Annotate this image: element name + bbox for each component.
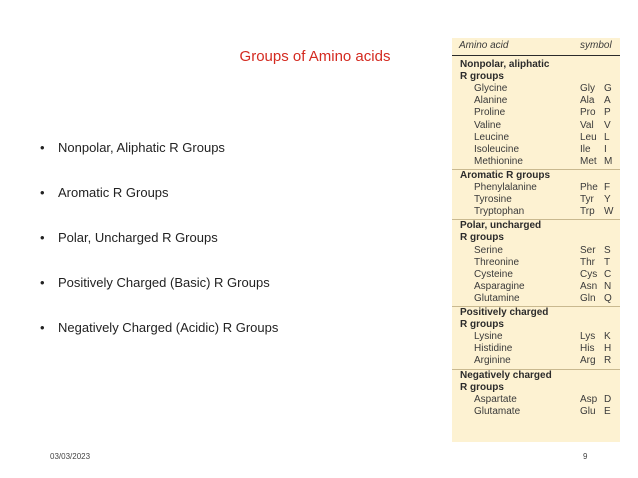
amino-acid-name: Leucine [474, 131, 510, 143]
bullet-marker: • [40, 185, 45, 200]
three-letter-code: Phe [580, 182, 598, 193]
bullet-text: Nonpolar, Aliphatic R Groups [58, 140, 225, 155]
amino-acid-name: Phenylalanine [474, 182, 537, 193]
group-title: Positively charged [460, 307, 549, 318]
bullet-item [40, 275, 270, 290]
one-letter-code: L [604, 131, 610, 143]
one-letter-code: W [604, 206, 614, 218]
three-letter-code: Asn [580, 280, 598, 292]
one-letter-code: V [604, 119, 611, 131]
three-letter-code: Val [580, 119, 594, 131]
amino-acid-name: Asparagine [474, 280, 525, 292]
amino-acid-name: Isoleucine [474, 143, 520, 155]
table-row [452, 182, 620, 194]
bullet-item [40, 140, 225, 155]
amino-acid-name: Glycine [474, 83, 508, 95]
one-letter-code: I [604, 143, 607, 155]
bullet-text: Negatively Charged (Acidic) R Groups [58, 320, 279, 335]
three-letter-code: Asp [580, 393, 598, 405]
bullet-marker: • [40, 140, 45, 155]
group-title: Negatively charged [460, 369, 552, 381]
one-letter-code: E [604, 405, 611, 417]
three-letter-code: Leu [580, 131, 597, 143]
bullet-item [40, 230, 218, 245]
three-letter-code: Gln [580, 292, 596, 304]
amino-acid-name: Threonine [474, 256, 520, 268]
table-row [452, 95, 620, 107]
amino-acid-table [452, 38, 620, 442]
slide-title: Groups of Amino acids [239, 48, 391, 65]
one-letter-code: Q [604, 292, 612, 304]
three-letter-code: Met [580, 155, 597, 167]
table-row [452, 394, 620, 406]
table-row [452, 156, 620, 168]
amino-acid-name: Methionine [474, 155, 523, 167]
one-letter-code: C [604, 268, 612, 280]
one-letter-code: D [604, 393, 612, 405]
amino-acid-name: Cysteine [474, 268, 513, 280]
group-title-row [452, 71, 620, 83]
table-row [452, 245, 620, 257]
one-letter-code: Y [604, 194, 611, 206]
amino-acid-name: Tyrosine [474, 194, 512, 206]
table-row [452, 144, 620, 156]
table-row [452, 194, 620, 206]
bullet-item [40, 320, 278, 335]
amino-acid-name: Lysine [474, 331, 503, 343]
table-row [452, 331, 620, 343]
group-title-row [452, 382, 620, 394]
bullet-marker: • [40, 320, 45, 335]
table-header [452, 38, 620, 56]
table-row [452, 343, 620, 355]
one-letter-code: N [604, 280, 612, 292]
footer-date: 03/03/2023 [50, 452, 91, 461]
group-title: Nonpolar, aliphatic [460, 59, 550, 70]
table-row [452, 107, 620, 119]
table-row [452, 355, 620, 367]
table-row [452, 293, 620, 305]
three-letter-code: Ala [580, 95, 595, 107]
bullet-text: Aromatic R Groups [58, 185, 169, 200]
three-letter-code: Trp [580, 206, 595, 218]
amino-acid-name: Valine [474, 119, 502, 131]
amino-acid-name: Serine [474, 244, 503, 256]
three-letter-code: Gly [580, 83, 595, 95]
one-letter-code: F [604, 182, 611, 193]
page-number: 9 [583, 452, 588, 461]
one-letter-code: R [604, 355, 612, 367]
table-row [452, 257, 620, 269]
one-letter-code: H [604, 343, 612, 355]
table-row [452, 281, 620, 293]
amino-acid-name: Proline [474, 107, 506, 119]
group-title-row [452, 319, 620, 331]
three-letter-code: Tyr [580, 194, 594, 206]
table-row [452, 206, 620, 218]
one-letter-code: A [604, 95, 611, 107]
amino-acid-name: Tryptophan [474, 206, 525, 218]
amino-acid-name: Glutamine [474, 292, 520, 304]
three-letter-code: Arg [580, 355, 596, 367]
amino-acid-name: Aspartate [474, 393, 517, 405]
group-title: R groups [460, 381, 504, 393]
amino-acid-name: Glutamate [474, 405, 521, 417]
table-row [452, 406, 620, 418]
group-title: Aromatic R groups [460, 169, 551, 181]
three-letter-code: Ser [580, 244, 596, 256]
amino-acid-name: Histidine [474, 343, 513, 355]
bullet-marker: • [40, 275, 45, 290]
three-letter-code: Thr [580, 256, 595, 268]
three-letter-code: Ile [580, 143, 591, 155]
one-letter-code: M [604, 155, 613, 167]
three-letter-code: Cys [580, 268, 598, 280]
three-letter-code: His [580, 343, 595, 355]
one-letter-code: K [604, 331, 611, 343]
group-title-row [452, 59, 620, 71]
amino-acid-name: Arginine [474, 355, 511, 367]
header-symbol: symbol [580, 40, 612, 51]
three-letter-code: Lys [580, 331, 596, 343]
table-row [452, 132, 620, 144]
table-row [452, 83, 620, 95]
one-letter-code: T [604, 256, 611, 268]
bullet-text: Polar, Uncharged R Groups [58, 230, 218, 245]
bullet-marker: • [40, 230, 45, 245]
one-letter-code: P [604, 107, 611, 119]
group-title-row [452, 220, 620, 232]
group-title-row [452, 307, 620, 319]
group-title-row [452, 170, 620, 182]
group-title: R groups [460, 232, 504, 244]
bullet-item [40, 185, 169, 200]
group-title: R groups [460, 71, 504, 83]
group-title-row [452, 370, 620, 382]
three-letter-code: Glu [580, 405, 596, 417]
amino-acid-name: Alanine [474, 95, 508, 107]
group-title-row [452, 232, 620, 244]
group-title: R groups [460, 319, 504, 331]
one-letter-code: G [604, 83, 612, 95]
header-amino-acid: Amino acid [459, 40, 509, 51]
table-row [452, 120, 620, 132]
table-row [452, 269, 620, 281]
three-letter-code: Pro [580, 107, 596, 119]
bullet-text: Positively Charged (Basic) R Groups [58, 275, 270, 290]
one-letter-code: S [604, 244, 611, 256]
group-title: Polar, uncharged [460, 220, 542, 232]
